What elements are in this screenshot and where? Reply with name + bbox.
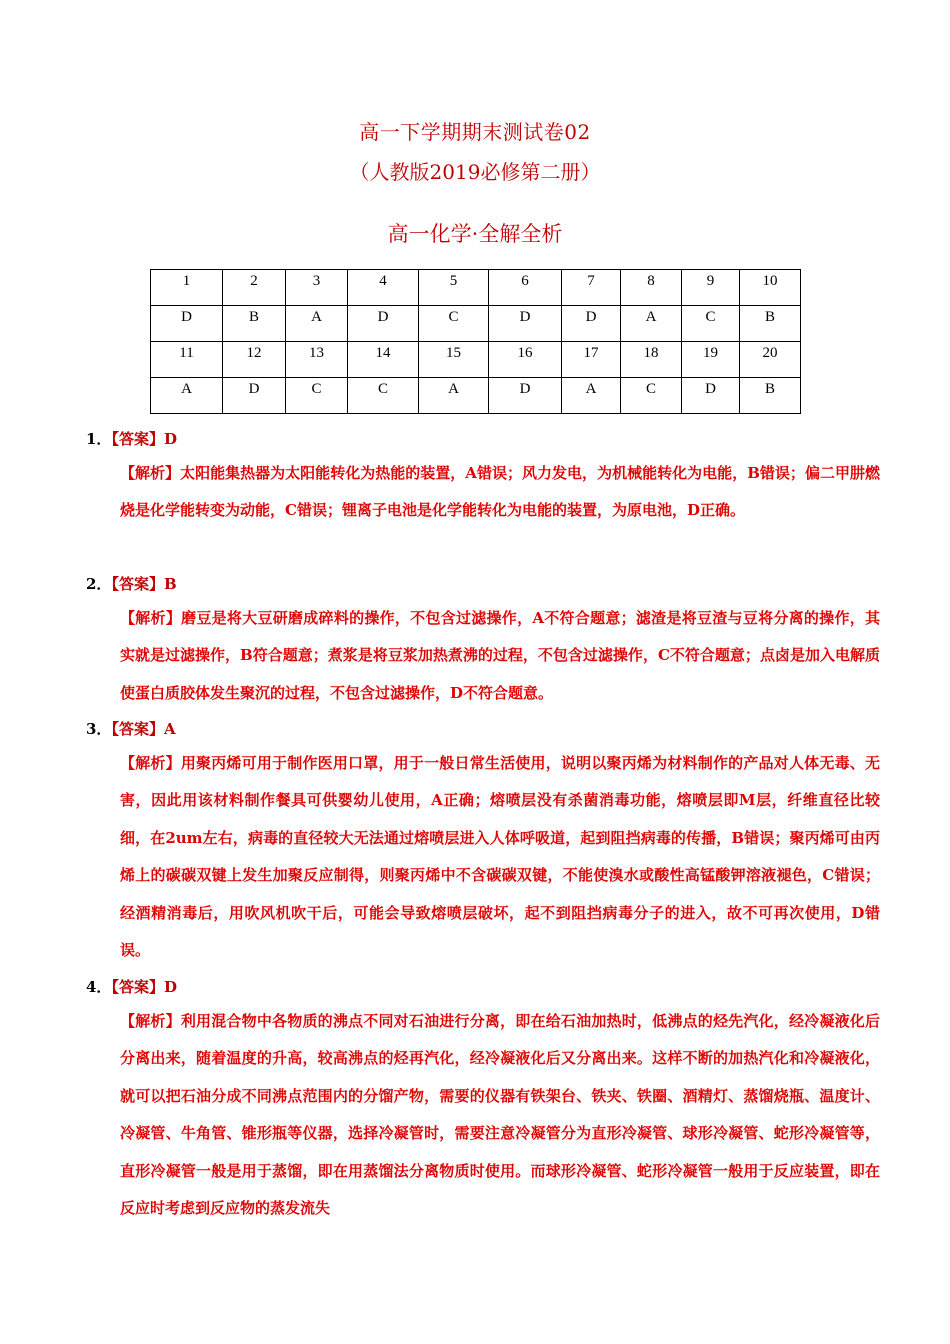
answer-table-cell: C: [621, 378, 682, 414]
answer-table-cell: 16: [489, 342, 562, 378]
answer-table-cell: 14: [348, 342, 419, 378]
question-2-analysis: 【解析】磨豆是将大豆研磨成碎料的操作，不包含过滤操作，A不符合题意；滤渣是将豆渣与豆将分离的操作，其实就是过滤操作，B符合题意；煮浆是将豆浆加热煮沸的过程，不包含过滤操作，C不符合题意；点卤是加入电解质使蛋白质胶体发生聚沉的过程，不包含过滤操作，D不符合题意。: [120, 609, 880, 702]
question-1-analysis: 【解析】太阳能集热器为太阳能转化为热能的装置，A错误；风力发电，为机械能转化为电能，B错误；偏二甲肼燃烧是化学能转变为动能，C错误；锂离子电池是化学能转化为电能的装置，为原电池，D正确。: [120, 464, 880, 520]
question-1-header: [86, 428, 177, 449]
question-answer: 【答案】D: [111, 430, 177, 448]
answer-table-cell: D: [223, 378, 286, 414]
answer-table-cell: 10: [740, 270, 801, 306]
question-number: 2．: [86, 575, 112, 593]
answer-table-cell: 1: [151, 270, 223, 306]
answer-table-cell: C: [419, 306, 489, 342]
answer-table-cell: B: [740, 306, 801, 342]
answer-table-row: [151, 306, 801, 342]
answer-table-cell: 19: [682, 342, 740, 378]
answer-table-cell: A: [562, 378, 621, 414]
answer-table-cell: 17: [562, 342, 621, 378]
document-title: 高一下学期期末测试卷02: [359, 120, 591, 144]
answer-table-cell: A: [286, 306, 348, 342]
answer-table-cell: C: [348, 378, 419, 414]
document-edition: （人教版2019必修第二册）: [349, 160, 601, 184]
answer-table-cell: 15: [419, 342, 489, 378]
question-2-header: [86, 573, 177, 594]
answer-table-cell: 20: [740, 342, 801, 378]
answer-table-cell: 6: [489, 270, 562, 306]
answer-table-cell: D: [151, 306, 223, 342]
question-number: 3．: [86, 720, 112, 738]
answer-table-cell: 18: [621, 342, 682, 378]
answer-table-cell: C: [286, 378, 348, 414]
answer-table-cell: 9: [682, 270, 740, 306]
answer-table-cell: 13: [286, 342, 348, 378]
answer-table-cell: 11: [151, 342, 223, 378]
question-number: 1．: [86, 430, 112, 448]
answer-table-cell: A: [621, 306, 682, 342]
answer-table-row: [151, 270, 801, 306]
question-answer: 【答案】A: [111, 720, 176, 738]
answer-table-cell: B: [223, 306, 286, 342]
answer-table-cell: D: [489, 306, 562, 342]
question-answer: 【答案】D: [111, 978, 177, 996]
question-3-analysis: 【解析】用聚丙烯可用于制作医用口罩，用于一般日常生活使用，说明以聚丙烯为材料制作的产品对人体无毒、无害，因此用该材料制作餐具可供婴幼儿使用，A正确；熔喷层没有杀菌消毒功能，熔喷层即M层，纤维直径比较细，在2um左右，病毒的直径较大无法通过熔喷层进入人体呼吸道，起到阻挡病毒的传播，B错误；聚丙烯可由丙烯上的碳碳双键上发生加聚反应制得，则聚丙烯中不含碳碳双键，不能使溴水或酸性高锰酸钾溶液褪色，C错误；经酒精消毒后，用吹风机吹干后，可能会导致熔喷层破坏，起不到阻挡病毒分子的进入，故不可再次使用，D错误。: [120, 754, 880, 960]
answer-table-cell: A: [151, 378, 223, 414]
question-4-header: [86, 976, 177, 997]
answer-table-cell: A: [419, 378, 489, 414]
question-number: 4．: [86, 978, 112, 996]
question-4-analysis: 【解析】利用混合物中各物质的沸点不同对石油进行分离，即在给石油加热时，低沸点的烃先汽化，经冷凝液化后分离出来，随着温度的升高，较高沸点的烃再汽化，经冷凝液化后又分离出来。这样不断的加热汽化和冷凝液化，就可以把石油分成不同沸点范围内的分馏产物，需要的仪器有铁架台、铁夹、铁圈、酒精灯、蒸馏烧瓶、温度计、冷凝管、牛角管、锥形瓶等仪器，选择冷凝管时，需要注意冷凝管分为直形冷凝管、球形冷凝管、蛇形冷凝管等，直形冷凝管一般是用于蒸馏，即在用蒸馏法分离物质时使用。而球形冷凝管、蛇形冷凝管一般用于反应装置，即在反应时考虑到反应物的蒸发流失: [120, 1012, 880, 1218]
answer-table-cell: D: [562, 306, 621, 342]
answer-table-cell: 2: [223, 270, 286, 306]
answer-table-cell: D: [489, 378, 562, 414]
answer-table-cell: 7: [562, 270, 621, 306]
answer-table-cell: 4: [348, 270, 419, 306]
answer-table-cell: 12: [223, 342, 286, 378]
answer-table-cell: 3: [286, 270, 348, 306]
answer-table-cell: C: [682, 306, 740, 342]
answer-table-cell: D: [348, 306, 419, 342]
answer-key-table: [150, 269, 801, 414]
answer-table-cell: 8: [621, 270, 682, 306]
document-subtitle: 高一化学·全解全析: [387, 222, 563, 246]
question-answer: 【答案】B: [111, 575, 177, 593]
answer-table-row: [151, 342, 801, 378]
answer-table-cell: B: [740, 378, 801, 414]
answer-table-cell: D: [682, 378, 740, 414]
answer-table-row: [151, 378, 801, 414]
answer-table-cell: 5: [419, 270, 489, 306]
question-3-header: [86, 718, 176, 739]
